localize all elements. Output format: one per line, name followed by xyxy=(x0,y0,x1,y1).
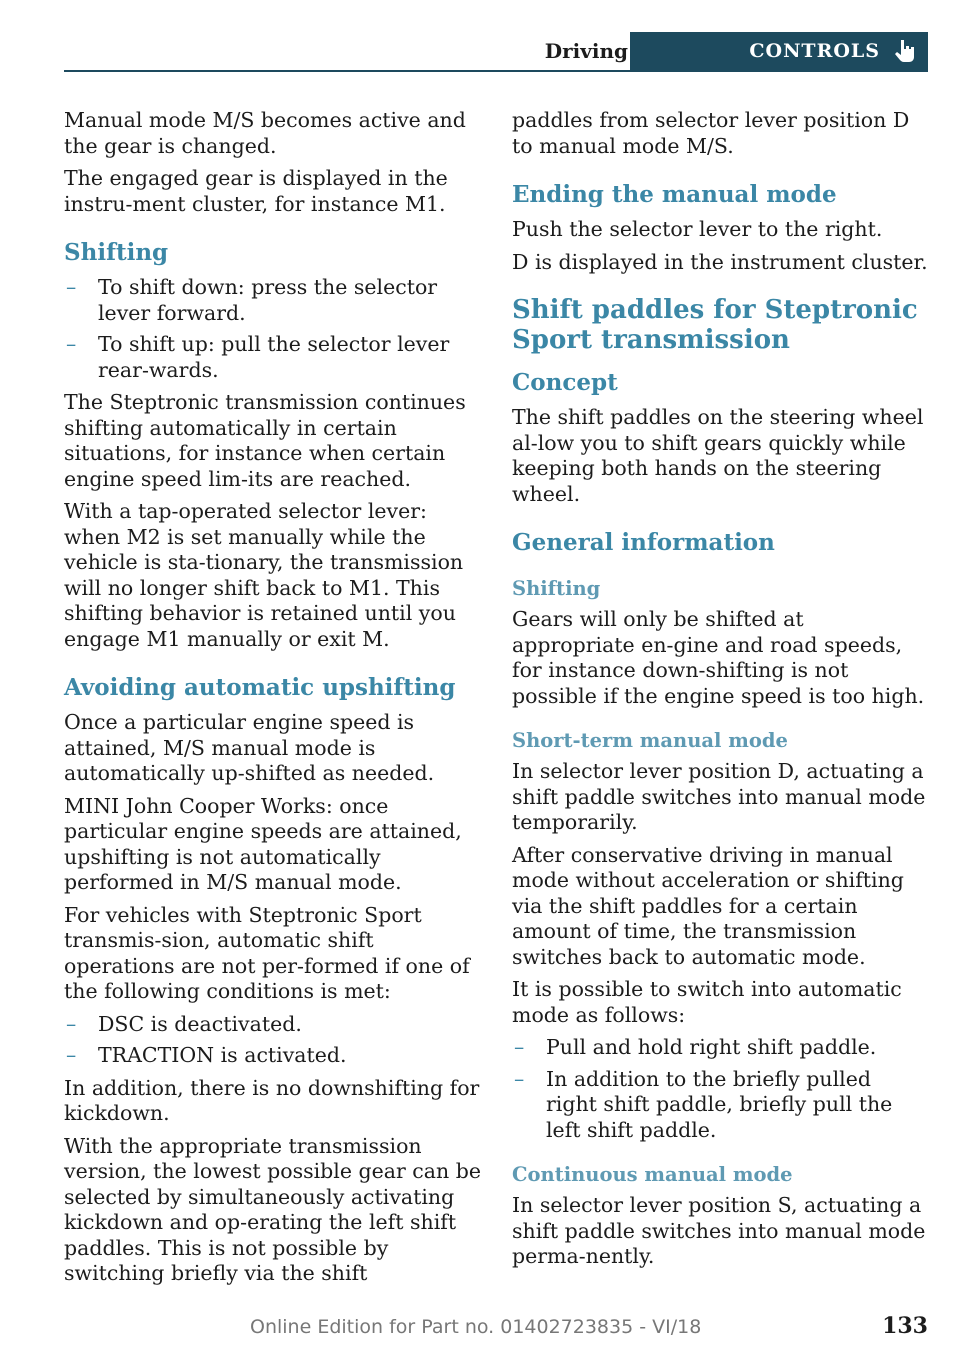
right-column xyxy=(512,108,928,1277)
paragraph: D is displayed in the instrument cluster. xyxy=(512,249,928,274)
list-item xyxy=(64,1012,484,1038)
heading-general-information: General information xyxy=(512,529,775,556)
list-item-text: To shift up: pull the selector lever rear‐wards. xyxy=(98,332,450,382)
paragraph: The Steptronic transmission continues shifting automatically in certain situations, for instance when certain engine speed lim‐its are reached. xyxy=(64,390,466,491)
page-number: 133 xyxy=(882,1313,928,1339)
list-item xyxy=(64,332,484,383)
paragraph: Manual mode M/S becomes active and the gear is changed. xyxy=(64,108,466,158)
conditions-list xyxy=(64,1012,484,1069)
header-rule xyxy=(64,70,928,72)
list-item-text: In addition to the briefly pulled right shift paddle, briefly pull the left shift paddle. xyxy=(546,1066,893,1142)
dash-bullet-icon: – xyxy=(66,1011,77,1036)
section-title: Driving xyxy=(544,39,628,63)
paragraph: It is possible to switch into automatic mode as follows: xyxy=(512,977,902,1027)
paragraph: In addition, there is no downshifting for kickdown. xyxy=(64,1075,480,1125)
heading-concept: Concept xyxy=(512,369,618,396)
list-item xyxy=(512,1035,928,1061)
paragraph: Gears will only be shifted at appropriate en‐gine and road speeds, for instance down‐shifting is not possible if the engine speed is too high. xyxy=(512,607,925,708)
list-item xyxy=(64,1043,484,1069)
dash-bullet-icon: – xyxy=(66,332,77,356)
paragraph: MINI John Cooper Works: once particular engine speeds are attained, upshifting is not automatically performed in M/S manual mode. xyxy=(64,793,462,894)
heading-shifting: Shifting xyxy=(64,239,169,266)
chapter-title: CONTROLS xyxy=(749,40,880,62)
paragraph: With a tap-operated selector lever: when M2 is set manually while the vehicle is sta‐tionary, the transmission will no longer shift back to M1. This shifting behavior is retained until you engage M1 manually or exit M. xyxy=(64,499,464,651)
list-item-text: Pull and hold right shift paddle. xyxy=(546,1035,877,1059)
subheading-shifting: Shifting xyxy=(512,577,601,600)
subheading-continuous-manual: Continuous manual mode xyxy=(512,1163,793,1186)
paragraph: After conservative driving in manual mode without acceleration or shifting via the shift paddles for a certain amount of time, the transmission switches back to automatic mode. xyxy=(512,842,904,969)
paragraph: The shift paddles on the steering wheel al‐low you to shift gears quickly while keeping both hands on the steering wheel. xyxy=(512,405,924,506)
list-item xyxy=(512,1067,928,1144)
heading-ending-manual-mode: Ending the manual mode xyxy=(512,181,837,208)
chapter-tab xyxy=(630,32,928,70)
paragraph: For vehicles with Steptronic Sport transmis‐sion, automatic shift operations are not per‐formed if one of the following conditions is met: xyxy=(64,902,470,1003)
list-item-text: TRACTION is activated. xyxy=(98,1043,347,1067)
paragraph: In selector lever position S, actuating a shift paddle switches into manual mode perma‐nently. xyxy=(512,1193,926,1268)
list-item-text: To shift down: press the selector lever forward. xyxy=(98,275,438,325)
paragraph: The engaged gear is displayed in the instru‐ment cluster, for instance M1. xyxy=(64,166,448,216)
paragraph: paddles from selector lever position D to manual mode M/S. xyxy=(512,108,910,158)
list-item-text: DSC is deactivated. xyxy=(98,1011,302,1036)
dash-bullet-icon: – xyxy=(66,275,77,299)
paragraph: Push the selector lever to the right. xyxy=(512,217,883,241)
page-header xyxy=(64,32,928,72)
heading-shift-paddles: Shift paddles for Steptronic Sport transmission xyxy=(512,295,918,355)
dash-bullet-icon: – xyxy=(514,1035,525,1059)
subheading-short-term-manual: Short-term manual mode xyxy=(512,729,788,752)
dash-bullet-icon: – xyxy=(514,1066,525,1091)
heading-avoiding-upshifting: Avoiding automatic upshifting xyxy=(64,674,456,701)
list-item xyxy=(64,275,484,326)
paragraph: With the appropriate transmission version, the lowest possible gear can be selected by simultaneously activating kickdown and op‐erating the left shift paddles. This is not possible by switching briefly via the shift xyxy=(64,1133,481,1285)
hand-pointer-icon xyxy=(892,38,918,64)
automatic-mode-list xyxy=(512,1035,928,1143)
left-column xyxy=(64,108,484,1294)
dash-bullet-icon: – xyxy=(66,1043,77,1067)
shift-list xyxy=(64,275,484,383)
paragraph: In selector lever position D, actuating a shift paddle switches into manual mode temporarily. xyxy=(512,759,926,834)
footer-edition: Online Edition for Part no. 01402723835 - VI/18 xyxy=(250,1316,702,1338)
paragraph: Once a particular engine speed is attained, M/S manual mode is automatically up‐shifted as needed. xyxy=(64,710,435,785)
